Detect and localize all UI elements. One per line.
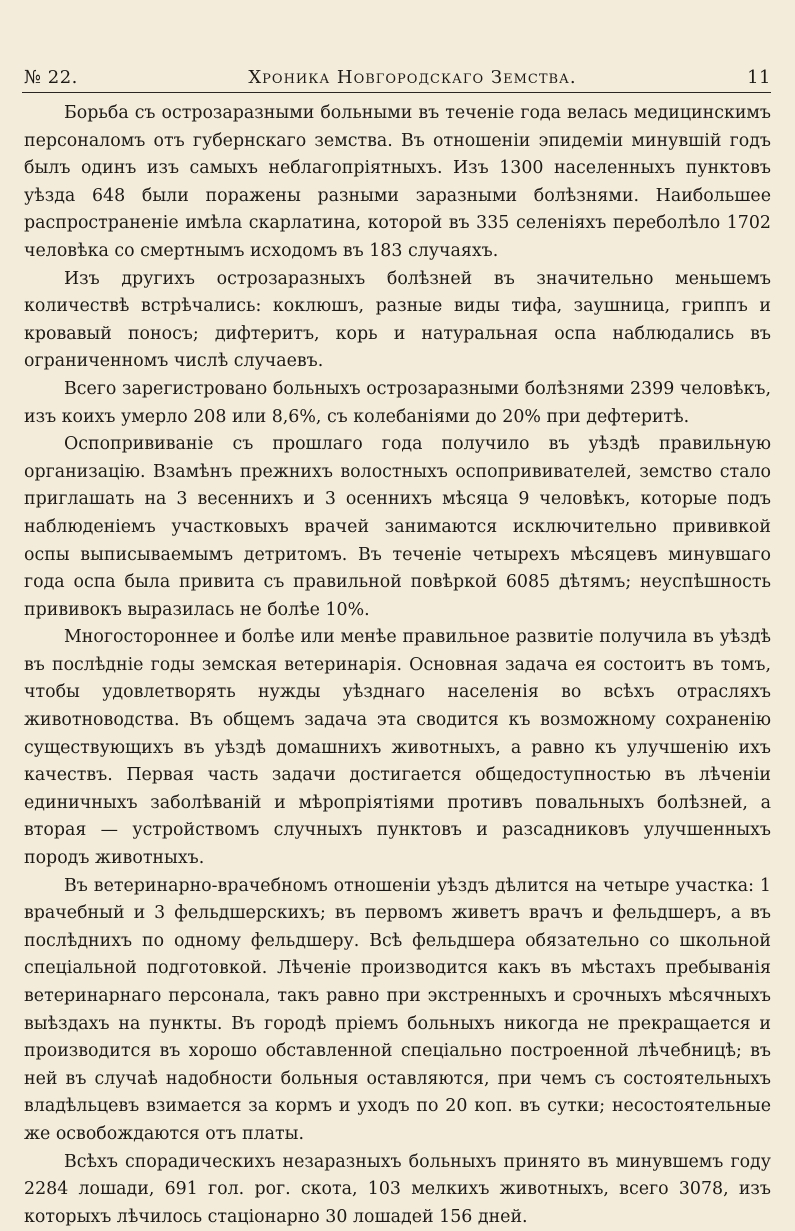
paragraph: Оспопрививаніе съ прошлаго года получило въ уѣздѣ правильную организацію. Взамѣнъ прежнихъ волостныхъ оспопрививателей, земство стало приглашать на 3 весеннихъ и 3 осеннихъ мѣсяца 9 человѣкъ, которые подъ наблюденіемъ участковыхъ врачей занимаются исключительно прививкой оспы выписываемымъ детритомъ. Въ теченіе четырехъ мѣсяцевъ минувшаго года оспа была привита съ правильной повѣркой 6085 дѣтямъ; неуспѣшность прививокъ выразилась не болѣе 10%. bbox=[24, 434, 771, 620]
paragraph: Изъ другихъ острозаразныхъ болѣзней въ значительно меньшемъ количествѣ встрѣчались: коклюшъ, разные виды тифа, заушница, гриппъ и кровавый поносъ; дифтеритъ, корь и натуральная оспа наблюдались въ ограниченномъ числѣ случаевъ. bbox=[24, 268, 771, 372]
running-header bbox=[24, 54, 771, 88]
paragraph: Всего зарегистровано больныхъ острозаразными болѣзнями 2399 человѣкъ, изъ коихъ умерло 208 или 8,6%, съ колебаніями до 20% при дефтеритѣ. bbox=[24, 378, 771, 427]
paragraph: Борьба съ острозаразными больными въ теченіе года велась медицинскимъ персоналомъ отъ губернскаго земства. Въ отношеніи эпидеміи минувшій годъ былъ одинъ изъ самыхъ неблагопріятныхъ. Изъ 1300 населенныхъ пунктовъ уѣзда 648 были поражены разными заразными болѣзнями. Наибольшее распространеніе имѣла скарлатина, которой въ 335 селеніяхъ переболѣло 1702 человѣка со смертнымъ исходомъ въ 183 случаяхъ. bbox=[24, 103, 771, 261]
paragraph: Въ ветеринарно-врачебномъ отношеніи уѣздъ дѣлится на четыре участка: 1 врачебный и 3 фельдшерскихъ; въ первомъ живетъ врачъ и фельдшеръ, а въ послѣднихъ по одному фельдшеру. Всѣ фельдшера обязательно со школьной спеціальной подготовкой. Лѣченіе производится какъ въ мѣстахъ пребыванія ветеринарнаго персонала, такъ равно при экстренныхъ и срочныхъ мѣсячныхъ выѣздахъ на пункты. Въ городѣ пріемъ больныхъ никогда не прекращается и производится въ хорошо обставленной спеціально построенной лѣчебницѣ; въ ней въ случаѣ надобности больныя оставляются, при чемъ съ состоятельныхъ владѣльцевъ взимается за кормъ и уходъ по 20 коп. въ сутки; несостоятельные же освобождаются отъ платы. bbox=[24, 875, 771, 1144]
page-number: 11 bbox=[747, 67, 771, 88]
article-body bbox=[24, 100, 771, 1231]
paragraph: Многостороннее и болѣе или менѣе правильное развитіе получила въ уѣздѣ въ послѣдніе годы земская ветеринарія. Основная задача ея состоитъ въ томъ, чтобы удовлетворять нужды уѣзднаго населенія во всѣхъ отрасляхъ животноводства. Въ общемъ задача эта сводится къ возможному сохраненію существующихъ въ уѣздѣ домашнихъ животныхъ, а равно къ улучшенію ихъ качествъ. Первая часть задачи достигается общедоступностью въ лѣченіи единичныхъ заболѣваній и мѣропріятіями противъ повальныхъ болѣзней, а вторая — устройствомъ случныхъ пунктовъ и разсадниковъ улучшенныхъ породъ животныхъ. bbox=[24, 627, 771, 869]
paragraph: Всѣхъ спорадическихъ незаразныхъ больныхъ принято въ минувшемъ году 2284 лошади, 691 гол. рог. скота, 103 мелкихъ животныхъ, всего 3078, изъ которыхъ лѣчилось стаціонарно 30 лошадей 156 дней. bbox=[24, 1151, 771, 1227]
journal-title: Хроника Новгородскаго Земства. bbox=[248, 67, 577, 88]
issue-number: № 22. bbox=[24, 67, 78, 88]
header-rule bbox=[22, 92, 771, 93]
